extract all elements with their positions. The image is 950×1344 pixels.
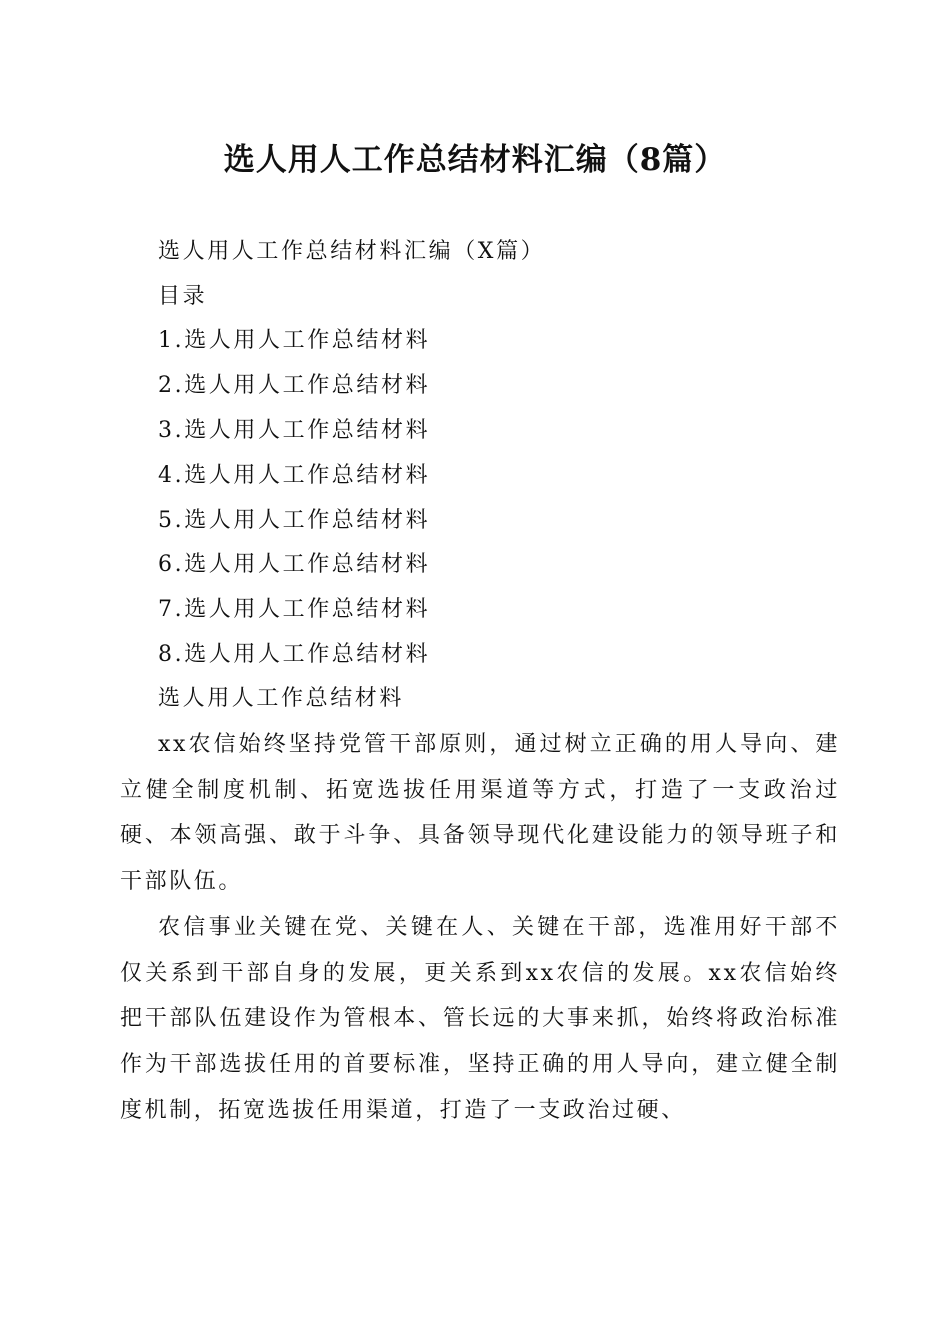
toc-item: 4.选人用人工作总结材料	[158, 463, 431, 488]
toc-item: 7.选人用人工作总结材料	[158, 597, 431, 622]
toc-heading: 目录	[158, 284, 208, 309]
toc-item: 8.选人用人工作总结材料	[158, 642, 431, 667]
body-paragraph: xx农信始终坚持党管干部原则，通过树立正确的用人导向、建立健全制度机制、拓宽选拔任用渠道等方式，打造了一支政治过硬、本领高强、敢于斗争、具备领导现代化建设能力的领导班子和干部队伍。	[120, 732, 840, 895]
toc-item: 6.选人用人工作总结材料	[158, 552, 431, 577]
toc-item: 2.选人用人工作总结材料	[158, 373, 431, 398]
toc-item: 1.选人用人工作总结材料	[158, 328, 431, 353]
body-paragraph: 农信事业关键在党、关键在人、关键在干部，选准用好干部不仅关系到干部自身的发展，更关系到xx农信的发展。xx农信始终把干部队伍建设作为管根本、管长远的大事来抓，始终将政治标准作为干部选拔任用的首要标准，坚持正确的用人导向，建立健全制度机制，拓宽选拔任用渠道，打造了一支政治过硬、	[120, 915, 840, 1123]
toc-item: 5.选人用人工作总结材料	[158, 508, 431, 533]
section-heading: 选人用人工作总结材料	[158, 686, 405, 711]
document-subtitle: 选人用人工作总结材料汇编（X篇）	[158, 239, 546, 264]
document-title: 选人用人工作总结材料汇编（8篇）	[223, 142, 727, 178]
toc-item: 3.选人用人工作总结材料	[158, 418, 431, 443]
